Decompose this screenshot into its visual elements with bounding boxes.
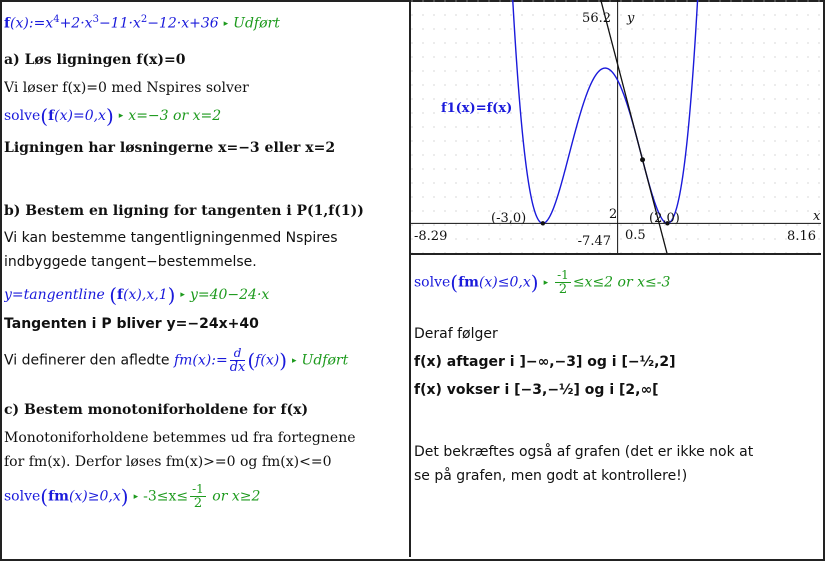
frac-num: -1 (557, 268, 569, 282)
fm-name: fm (458, 274, 479, 291)
point-label-b: (2,0) (649, 211, 680, 226)
math-box-solve-1[interactable] (4, 104, 221, 128)
f-label: f (4, 15, 11, 32)
fm-name: fm (48, 488, 69, 505)
zero-point-a[interactable] (541, 221, 545, 225)
math-box-solve-2[interactable] (4, 482, 260, 511)
graph-panel[interactable] (411, 0, 821, 253)
result-b: Tangenten i P bliver y=−24x+40 (4, 316, 259, 332)
xmax-label: 8.16 (787, 229, 816, 244)
solve-arg: (x)≥0,x (68, 488, 121, 505)
result-arrow-icon: ▸ (292, 355, 297, 366)
paren-close: ) (530, 270, 539, 295)
frac-den: 2 (558, 282, 568, 297)
paren-open: ( (109, 283, 118, 307)
heading-b: b) Bestem en ligning for tangenten i P(1,f(1)) (4, 203, 364, 219)
ymin-label: -7.47 (577, 234, 611, 249)
exp-4: 4 (53, 14, 60, 25)
solve-keyword: solve (4, 488, 41, 505)
tangent-arg: (x),x,1 (123, 287, 168, 303)
paren-open: ( (40, 104, 49, 128)
text-b1: Vi kan bestemme tangentligningenmed Nspires (4, 230, 338, 246)
tangent-point[interactable] (640, 157, 645, 162)
xmin-label: -8.29 (414, 229, 448, 244)
tangent-result: y=40−24·x (189, 287, 270, 303)
result-fraction (555, 268, 571, 297)
solve-arg: (x)≤0,x (478, 274, 531, 291)
text-a1: Vi løser f(x)=0 med Nspires solver (4, 80, 249, 96)
solve-result: x=−3 or x=2 (128, 108, 222, 124)
math-box-tangentline[interactable] (4, 283, 269, 307)
result-arrow-icon: ▸ (118, 111, 124, 121)
result-arrow-icon: ▸ (223, 18, 229, 29)
derivative-arg: f(x) (255, 352, 280, 369)
exp-2: 2 (140, 14, 148, 25)
solve-result: ≤x≤2 or x≤-3 (572, 274, 671, 291)
derivative-lhs: fm(x):= (173, 352, 228, 369)
paren-close: ) (105, 104, 114, 128)
frac-num: d (230, 346, 246, 361)
horizontal-divider[interactable] (411, 253, 821, 255)
def-part: +2·x (59, 15, 93, 32)
ymax-label: 56.2 (582, 11, 611, 26)
tick-label: 0.5 (625, 228, 646, 243)
solve-arg: (x)=0,x (54, 108, 106, 124)
axis-number-label: 2 (609, 207, 618, 222)
result-arrow-icon: ▸ (133, 491, 139, 502)
graph-canvas[interactable] (411, 0, 821, 253)
text-b2: indbyggede tangent−bestemmelse. (4, 254, 257, 270)
f-name: f (48, 108, 55, 124)
frac-den: 2 (193, 496, 203, 511)
text-r1: Deraf følger (414, 326, 498, 342)
paren-close: ) (279, 348, 287, 373)
paren-open: ( (40, 484, 49, 509)
done-label: Udført (233, 15, 280, 32)
result-a: Ligningen har løsningerne x=−3 eller x=2 (4, 140, 336, 156)
frac-den: dx (229, 360, 246, 375)
def-part: −11·x (98, 15, 141, 32)
heading-a: a) Løs ligningen f(x)=0 (4, 52, 186, 68)
x-axis-label: x (813, 209, 821, 224)
decreasing-statement: f(x) aftager i ]−∞,−3] og i [−½,2] (414, 354, 676, 370)
frac-num: -1 (192, 482, 204, 496)
result-fraction (190, 482, 206, 511)
text-r2: Det bekræftes også af grafen (det er ikke nok at (414, 444, 754, 460)
solve-keyword: solve (4, 108, 41, 124)
increasing-statement: f(x) vokser i [−3,−½] og i [2,∞[ (414, 382, 659, 398)
paren-close: ) (167, 283, 176, 307)
y-axis-label: y (627, 11, 635, 26)
notes-panel-left[interactable] (4, 0, 406, 557)
heading-c: c) Bestem monotoniforholdene for f(x) (4, 402, 309, 418)
result-arrow-icon: ▸ (180, 290, 185, 300)
math-box-solve-3[interactable] (414, 268, 670, 297)
done-label: Udført (301, 352, 349, 369)
text-r3: se på grafen, men godt at kontrollere!) (414, 468, 688, 484)
def-part: (x):=x (10, 15, 54, 32)
paren-open: ( (450, 270, 459, 295)
tangent-lhs: y=tangentline (4, 287, 105, 303)
derivative-line[interactable] (4, 346, 348, 375)
paren-close: ) (120, 484, 129, 509)
def-part: −12·x+36 (147, 15, 219, 32)
math-box-define-f[interactable] (4, 14, 280, 32)
function-label[interactable]: f1(x)=f(x) (441, 101, 513, 116)
paren-open: ( (247, 348, 256, 373)
text-c1: Monotoniforholdene betemmes ud fra fortegnene (4, 430, 356, 446)
solve-result-part: or x≥2 (212, 488, 261, 505)
derivative-fraction (230, 346, 246, 375)
result-arrow-icon: ▸ (543, 277, 549, 288)
exp-3: 3 (92, 14, 99, 25)
derivative-text: Vi definerer den afledte (4, 352, 174, 369)
f-name: f (117, 287, 124, 303)
text-c2: for fm(x). Derfor løses fm(x)>=0 og fm(x)<=0 (4, 454, 332, 470)
solve-keyword: solve (414, 274, 451, 291)
notes-panel-right[interactable] (414, 258, 818, 554)
point-label-a: (-3,0) (491, 211, 527, 226)
solve-result-part: -3≤x≤ (143, 488, 189, 505)
